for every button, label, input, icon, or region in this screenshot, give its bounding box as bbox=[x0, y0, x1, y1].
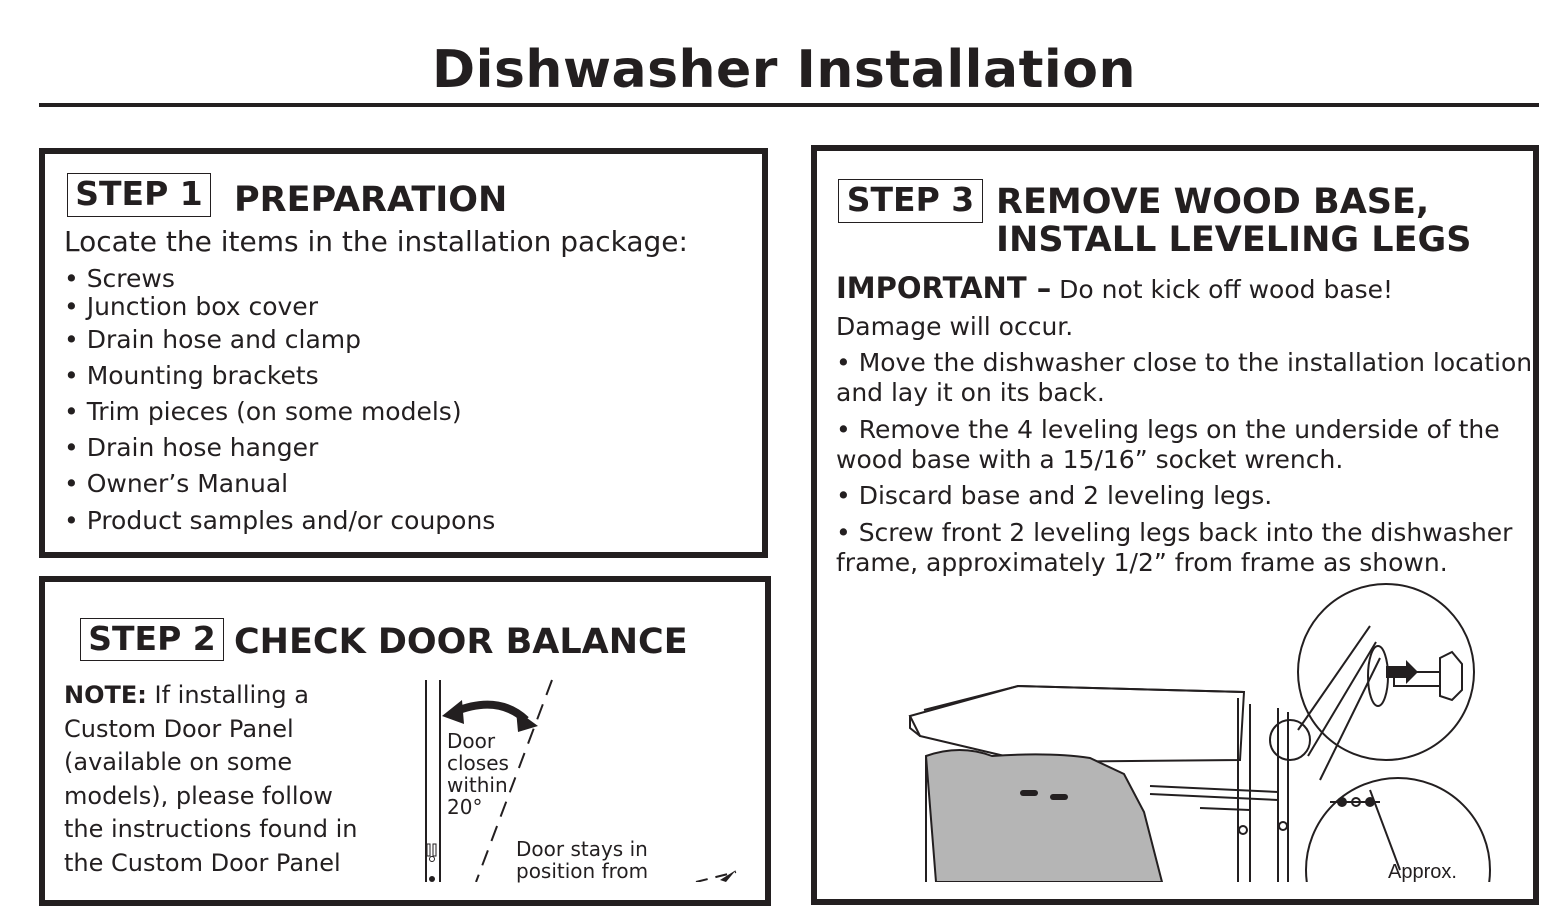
note-line: the Custom Door Panel bbox=[64, 848, 341, 877]
note-line: If installing a bbox=[154, 681, 309, 709]
note-line: the instructions found in bbox=[64, 815, 358, 843]
bullet-line: • Move the dishwasher close to the installation location bbox=[836, 348, 1533, 377]
step3-title-line2: INSTALL LEVELING LEGS bbox=[996, 220, 1472, 260]
step3-bullet-move bbox=[836, 348, 1532, 408]
door-swing-arrow bbox=[454, 705, 526, 720]
arrow-head-right bbox=[516, 710, 538, 732]
step3-bullet-discard bbox=[836, 481, 1272, 511]
title-rule bbox=[39, 103, 1539, 107]
closes-line: closes bbox=[447, 751, 509, 775]
note-lead: NOTE: bbox=[64, 681, 147, 709]
note-line: models), please follow bbox=[64, 781, 333, 810]
page-title: Dishwasher Installation bbox=[431, 40, 1136, 100]
damage-note: Damage will occur. bbox=[836, 312, 1074, 341]
step3-bullet-screw bbox=[836, 518, 1512, 578]
step1-item-drain-hose-hanger: • Drain hose hanger bbox=[64, 433, 319, 462]
stays-line: position from bbox=[516, 859, 649, 883]
note-line: Custom Door Panel bbox=[64, 714, 294, 743]
bullet-line: frame, approximately 1/2” from frame as shown. bbox=[836, 548, 1448, 577]
step3-bullet-remove bbox=[836, 415, 1500, 475]
step1-title: PREPARATION bbox=[234, 180, 508, 220]
important-text: Do not kick off wood base! bbox=[1059, 275, 1394, 304]
stays-line: Door stays in bbox=[516, 837, 648, 861]
step1-item-mounting-brackets: • Mounting brackets bbox=[64, 361, 319, 390]
step2-title: CHECK DOOR BALANCE bbox=[234, 622, 688, 662]
closes-line: Door bbox=[447, 729, 496, 753]
step3-title-line1: REMOVE WOOD BASE, bbox=[996, 182, 1430, 222]
approx-callout-label: Approx. bbox=[1388, 861, 1457, 883]
closes-line: within bbox=[447, 773, 508, 797]
door-stays-label bbox=[516, 838, 648, 882]
door-edge bbox=[426, 680, 440, 882]
step2-label: STEP 2 bbox=[80, 618, 224, 661]
step2-note bbox=[64, 679, 394, 880]
step3-label: STEP 3 bbox=[838, 179, 983, 223]
note-line: (available on some bbox=[64, 748, 293, 776]
bullet-line: wood base with a 15/16” socket wrench. bbox=[836, 445, 1344, 474]
important-lead: IMPORTANT – bbox=[836, 271, 1052, 305]
bullet-line: and lay it on its back. bbox=[836, 378, 1105, 407]
step1-item-junction-box-cover: • Junction box cover bbox=[64, 292, 318, 321]
step1-item-owners-manual: • Owner’s Manual bbox=[64, 469, 289, 498]
bullet-line: • Discard base and 2 leveling legs. bbox=[836, 481, 1273, 510]
important-note bbox=[836, 273, 1393, 305]
step1-item-product-samples: • Product samples and/or coupons bbox=[64, 506, 496, 535]
closes-line: 20° bbox=[447, 795, 483, 819]
step1-item-screws: • Screws bbox=[64, 264, 175, 293]
leveling-legs-illustration bbox=[900, 580, 1533, 882]
step1-item-drain-hose-clamp: • Drain hose and clamp bbox=[64, 325, 361, 354]
arrow-head-left bbox=[442, 700, 464, 724]
step1-item-trim-pieces: • Trim pieces (on some models) bbox=[64, 397, 462, 426]
door-closes-label bbox=[447, 730, 509, 818]
step1-label: STEP 1 bbox=[67, 173, 211, 217]
dishwasher-body-panel bbox=[926, 750, 1162, 882]
bullet-line: • Remove the 4 leveling legs on the underside of the bbox=[836, 415, 1500, 444]
step1-intro: Locate the items in the installation package: bbox=[64, 225, 688, 258]
bullet-line: • Screw front 2 leveling legs back into the dishwasher bbox=[836, 518, 1513, 547]
